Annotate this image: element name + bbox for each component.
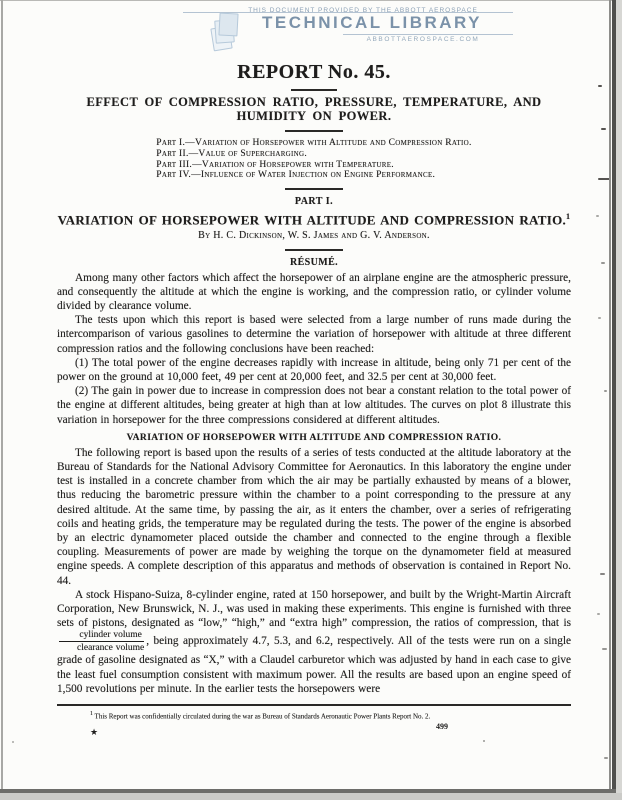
paragraph-with-fraction bbox=[57, 588, 571, 696]
section-heading: VARIATION OF HORSEPOWER WITH ALTITUDE AND COMPRESSION RATIO. bbox=[126, 432, 502, 443]
scan-artifact bbox=[601, 128, 606, 130]
page-edge bbox=[609, 0, 611, 791]
report-subject: EFFECT OF COMPRESSION RATIO, PRESSURE, TEMPERATURE, AND HUMIDITY ON POWER. bbox=[86, 95, 542, 123]
paragraph: The tests upon which this report is based were selected from a large number of runs made during the intercomparison of various gasolines to determine the variation of horsepower with altitude at three different compression ratios and the following conclusions have been reached: bbox=[57, 314, 571, 355]
scan-artifact bbox=[602, 648, 607, 650]
footnote-reference-mark: 1 bbox=[566, 212, 571, 222]
part-item: Part II.—Value of Supercharging. bbox=[156, 148, 308, 159]
scan-background bbox=[616, 0, 622, 800]
scan-artifact bbox=[596, 215, 599, 217]
compression-ratio-fraction bbox=[59, 630, 144, 653]
scan-artifact bbox=[483, 740, 485, 742]
technical-library-watermark bbox=[183, 3, 513, 51]
paragraph-text: , being approximately 4.7, 5.3, and 6.2, respectively. All of the tests were run on a single grade of gasoline designated as “X,” with a Claudel carburetor which was adjusted by hand in each case to give the least fuel consumption consistent with maximum power. All the results are based upon an engine speed of 1,500 revolutions per minute. In the earlier tests the horsepowers were bbox=[57, 635, 571, 695]
watermark-provider-text: THIS DOCUMENT PROVIDED BY THE ABBOTT AEROSPACE bbox=[248, 7, 478, 14]
footnote-area bbox=[57, 704, 571, 737]
page-edge bbox=[1, 0, 3, 791]
byline: By H. C. Dickinson, W. S. James and G. V. Anderson. bbox=[198, 229, 430, 241]
scan-artifact bbox=[600, 573, 605, 575]
fraction-numerator: cylinder volume bbox=[59, 630, 144, 642]
scan-artifact bbox=[604, 390, 607, 392]
divider bbox=[291, 89, 337, 91]
scan-artifact bbox=[601, 262, 605, 264]
scan-artifact bbox=[598, 317, 601, 319]
fraction-denominator: clearance volume bbox=[77, 643, 145, 654]
report-title: REPORT No. 45. bbox=[237, 61, 391, 83]
watermark-url: ABBOTTAEROSPACE.COM bbox=[366, 36, 480, 43]
scan-artifact bbox=[12, 741, 14, 743]
divider bbox=[285, 249, 343, 251]
part-item: Part I.—Variation of Horsepower with Altitude and Compression Ratio. bbox=[156, 138, 472, 148]
paragraph-text: A stock Hispano-Suiza, 8-cylinder engine, rated at 150 horsepower, and built by the Wright-Martin Aircraft Corporation, New Brunswick, N. J., was used in making these experiments. This engine is furnished with three sets of pistons, designated as “low,” “high,” and “extra high” compression, the ratios of compression, that is bbox=[57, 588, 571, 630]
resume-heading: RÉSUMÉ. bbox=[289, 256, 339, 268]
part-item: Part IV.—Influence of Water Injection on Engine Performance. bbox=[156, 170, 436, 181]
parts-list bbox=[156, 138, 471, 181]
page-number: 499 bbox=[436, 721, 448, 731]
paragraph: (1) The total power of the engine decreases rapidly with increase in altitude, being only 71 per cent of the power on the ground at 10,000 feet, 49 per cent at 20,000 feet, and 32.5 per cent at 30,000 feet. bbox=[57, 356, 571, 383]
watermark-title: TECHNICAL LIBRARY bbox=[261, 13, 483, 32]
part-kicker: PART I. bbox=[294, 196, 334, 208]
part-heading-text: VARIATION OF HORSEPOWER WITH ALTITUDE AND COMPRESSION RATIO. bbox=[57, 212, 567, 228]
part-heading bbox=[57, 209, 571, 227]
footnote-marker: 1 bbox=[90, 710, 93, 717]
divider bbox=[285, 188, 343, 190]
document-content bbox=[57, 61, 571, 696]
paragraph: Among many other factors which affect the horsepower of an airplane engine are the atmospheric pressure, and consequently the altitude at which the engine is working, and the compression ratio, or cylinder volume divided by clearance volume. bbox=[57, 271, 571, 312]
page-edge bbox=[0, 0, 613, 1]
paragraph: (2) The gain in power due to increase in compression does not bear a constant relation to the total power of the engine at different altitudes, being greater at high than at low altitudes. The curves on plot 8 illustrate this variation in horsepower for the three compressions considered at different altitudes. bbox=[57, 385, 571, 426]
scan-background bbox=[0, 793, 622, 800]
star-mark: ★ bbox=[90, 727, 99, 737]
scan-artifact bbox=[604, 757, 608, 759]
footnote-text bbox=[90, 710, 458, 720]
paragraph: The following report is based upon the results of a series of tests conducted at the altitude laboratory at the Bureau of Standards for the National Advisory Committee for Aeronautics. In this laboratory the engine under test is installed in a concrete chamber from which the air may be partially exhausted by means of a blower, thus reducing the barometric pressure within the chamber to a point corresponding to the pressure at any desired altitude. At the same time, by passing the air, as it enters the chamber, over a series of refrigerating coils and heating grids, the temperature may be regulated during the tests. The power of the engine is absorbed by an electric dynamometer placed outside the chamber and connected to the engine through a flexible coupling. Measurements of power are made by weighing the torque on the dynamometer field at measured engine speeds. A complete description of this apparatus and methods of observation is contained in Report No. 44. bbox=[57, 446, 571, 587]
divider bbox=[285, 130, 343, 132]
scan-artifact bbox=[598, 85, 602, 87]
scan-artifact bbox=[597, 613, 600, 615]
part-item: Part III.—Variation of Horsepower with Temperature. bbox=[156, 159, 394, 170]
footnote-body: This Report was confidentially circulated during the war as Bureau of Standards Aeronautic Power Plants Report No. 2. bbox=[94, 711, 431, 720]
watermark-divider bbox=[343, 34, 513, 35]
footnote-divider bbox=[57, 704, 571, 706]
